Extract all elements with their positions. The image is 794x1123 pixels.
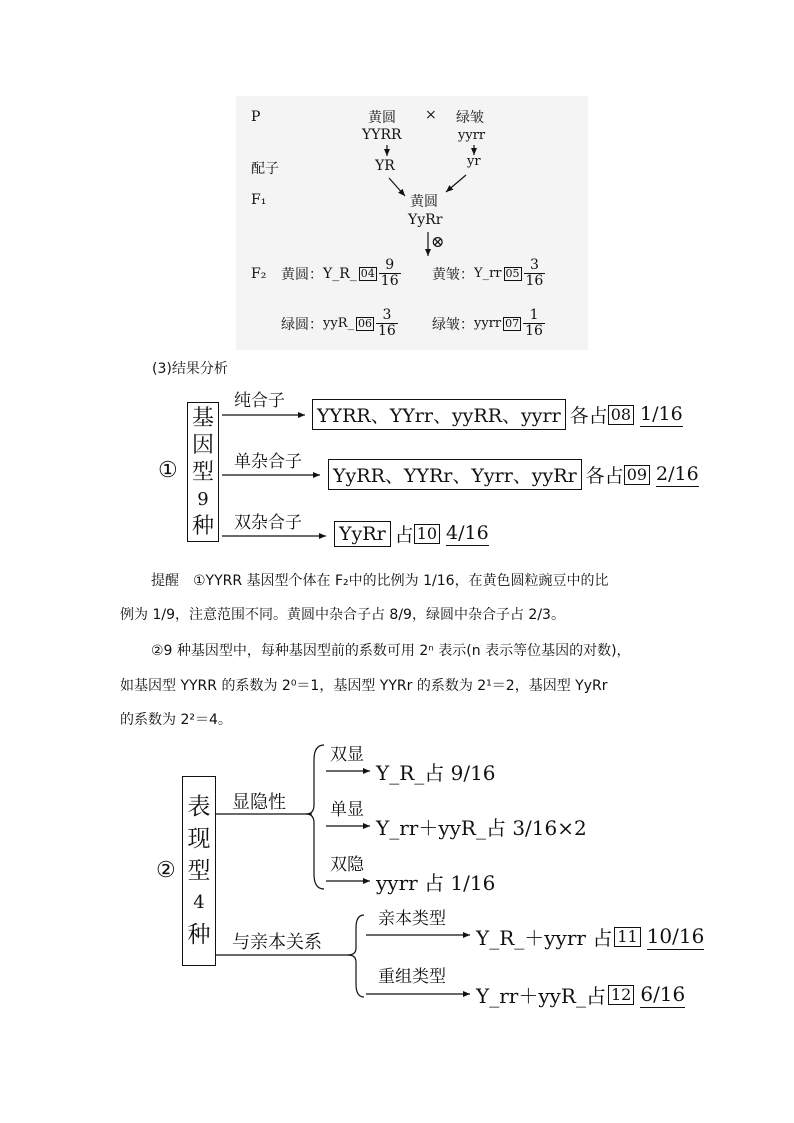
recombinant-type-content: Y_rr＋yyR_占 [476, 984, 606, 1008]
answer-blank-04[interactable]: 04 [360, 266, 375, 280]
each-label: 占 [394, 524, 414, 546]
answer-blank-06[interactable]: 06 [357, 316, 372, 330]
p1-genotype: YYRR [362, 127, 402, 143]
parental-type-label: 亲本类型 [378, 909, 446, 929]
recombinant-type-row [476, 980, 685, 1009]
each-label: 各占 [585, 465, 624, 487]
circled-marker-1: ① [158, 458, 178, 483]
box-char: 种 [191, 513, 214, 539]
single-dominant-label: 单显 [330, 800, 364, 820]
genotype-list-box: YyRR、YYRr、Yyrr、yyRr [328, 459, 582, 490]
p2-genotype: yyrr [458, 128, 486, 143]
tip-2-line-3: 的系数为 2²＝4。 [120, 712, 232, 728]
answer-value: 10/16 [646, 923, 705, 948]
box-char: 型 [187, 858, 211, 884]
gamete-1: YR [375, 158, 395, 174]
f2-genotype: Y_rr [474, 266, 502, 281]
answer-blank-07[interactable]: 07 [505, 316, 520, 330]
p2-phenotype: 绿皱 [456, 110, 484, 126]
tip-1-line-1: 提醒 ①YYRR 基因型个体在 F₂中的比例为 1/16，在黄色圆粒豌豆中的比 [151, 573, 609, 589]
double-recessive-label: 双隐 [330, 855, 364, 875]
ratio-fraction: $\frac{3}{16}$ [525, 257, 544, 289]
box-char: 种 [187, 922, 211, 948]
section-heading: (3)结果分析 [152, 361, 228, 377]
box-char: 基 [191, 405, 214, 431]
dominance-branch-label: 显隐性 [232, 792, 286, 813]
each-label: 各占 [569, 405, 608, 427]
genotype-row-double-hetero [334, 520, 489, 547]
ratio-fraction: $\frac{9}{16}$ [380, 257, 399, 289]
single-dominant-content: Y_rr＋yyR_占 3/16×2 [376, 816, 587, 840]
genotype-list-box: YyRr [334, 521, 391, 547]
f2-pheno-name: 黄圆： [281, 266, 323, 283]
f2-pheno-name: 绿圆： [281, 316, 323, 333]
f2-genotype: yyR_ [323, 316, 354, 331]
answer-blank-08[interactable]: 08 [608, 405, 634, 425]
ratio-fraction: $\frac{3}{16}$ [377, 307, 396, 339]
genotype-row-single-hetero [328, 459, 699, 490]
gamete-2: yr [467, 154, 481, 169]
recombinant-type-label: 重组类型 [378, 967, 446, 987]
single-heterozygous-label: 单杂合子 [234, 452, 302, 472]
box-char: 4 [193, 892, 205, 913]
double-dominant-content: Y_R_占 9/16 [376, 761, 496, 785]
double-heterozygous-label: 双杂合子 [234, 513, 302, 533]
tip-2-line-1: ②9 种基因型中，每种基因型前的系数可用 2ⁿ 表示(n 表示等位基因的对数)， [151, 643, 631, 659]
answer-blank-09[interactable]: 09 [624, 465, 650, 485]
phenotype-4-box [182, 776, 216, 966]
gamete-label: 配子 [251, 161, 279, 177]
answer-value: 2/16 [656, 462, 699, 485]
answer-blank-05[interactable]: 05 [505, 266, 520, 280]
box-char: 因 [191, 432, 214, 458]
parent-relation-branch-label: 与亲本关系 [232, 932, 322, 953]
box-char: 型 [191, 459, 214, 485]
f2-pheno-name: 绿皱： [432, 316, 474, 333]
cross-symbol: × [425, 107, 437, 123]
ratio-fraction: $\frac{1}{16}$ [525, 307, 543, 339]
f2-genotype: Y_R_ [323, 265, 357, 282]
p-label: P [251, 109, 261, 125]
p1-phenotype: 黄圆 [368, 110, 396, 126]
answer-value: 1/16 [640, 402, 683, 425]
box-char: 表 [187, 794, 211, 820]
f1-label: F₁ [251, 192, 267, 208]
answer-blank-10[interactable]: 10 [414, 524, 440, 544]
genotype-9-box [187, 402, 219, 542]
genotype-row-homozygous [312, 399, 683, 430]
genotype-list-box: YYRR、YYrr、yyRR、yyrr [312, 399, 566, 430]
f2-genotype: yyrr [474, 316, 502, 331]
double-recessive-content: yyrr 占 1/16 [376, 871, 496, 895]
f1-genotype: YyRr [408, 212, 443, 228]
answer-blank-12[interactable]: 12 [608, 985, 634, 1005]
f2-label: F₂ [251, 266, 267, 282]
f2-pheno-name: 黄皱： [432, 266, 474, 283]
homozygous-label: 纯合子 [234, 391, 285, 411]
parental-type-row [476, 922, 704, 951]
answer-value: 4/16 [446, 521, 489, 544]
box-char: 现 [187, 826, 211, 852]
answer-blank-11[interactable]: 11 [614, 927, 640, 947]
selfing-symbol: ⊗ [431, 232, 445, 251]
box-char: 9 [197, 488, 209, 510]
circled-marker-2: ② [156, 858, 176, 883]
tip-2-line-2: 如基因型 YYRR 的系数为 2⁰＝1，基因型 YYRr 的系数为 2¹＝2，基因型 YyRr [120, 678, 608, 694]
double-dominant-label: 双显 [330, 745, 364, 765]
tip-1-line-2: 例为 1/9，注意范围不同。黄圆中杂合子占 8/9，绿圆中杂合子占 2/3。 [120, 607, 565, 623]
f1-phenotype: 黄圆 [410, 194, 438, 210]
parental-type-content: Y_R_＋yyrr 占 [476, 926, 613, 950]
answer-value: 6/16 [640, 981, 686, 1006]
